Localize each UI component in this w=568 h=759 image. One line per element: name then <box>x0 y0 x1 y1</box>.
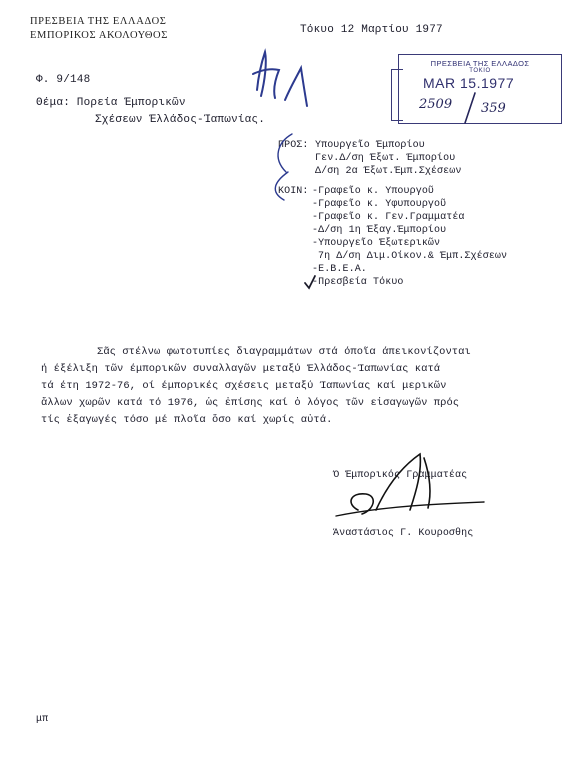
cc-recipient-5: -Υπουργεῖο Έξωτερικῶν <box>312 238 441 249</box>
cc-recipient-2: -Γραφεῖο κ. Υφυπουργοῦ <box>312 199 447 210</box>
stamp-date: MAR 15.1977 <box>423 75 515 91</box>
letterhead-embassy: ΠΡΕΣΒΕΙΑ ΤΗΣ ΕΛΛΑΔΟΣ <box>30 16 167 27</box>
letterhead-attache: ΕΜΠΟΡΙΚΟΣ ΑΚΟΛΟΥΘΟΣ <box>30 30 168 41</box>
reference-number: Φ. 9/148 <box>36 74 91 86</box>
cc-recipient-8: -Πρεσβεία Τόκυο <box>312 277 404 288</box>
to-recipient-3: Δ/ση 2α Έξωτ.Έμπ.Σχέσεων <box>315 166 462 177</box>
body-line-1: Σᾶς στέλνω φωτοτυπίες διαγραμμάτων στά όποῖα άπεικονίζονται <box>97 346 471 358</box>
signatory-name: Άναστάσιος Γ. Κουροσθης <box>333 528 474 539</box>
cc-recipient-4: -Δ/ση 1η Έξαγ.Έμπορίου <box>312 225 447 236</box>
handwritten-signature <box>316 448 486 528</box>
cc-recipient-3: -Γραφεῖο κ. Γεν.Γραμματέα <box>312 212 465 223</box>
stamp-title: ΠΡΕΣΒΕΙΑ ΤΗΣ ΕΛΛΑΔΟΣ <box>430 59 530 68</box>
receipt-stamp <box>398 54 562 124</box>
body-line-5: τίς ἐξαγωγές τόσο μέ πλοῖα ὅσο καί χωρίς αὐτά. <box>41 414 333 426</box>
to-label: ΠΡΟΣ: <box>278 140 309 151</box>
cc-label: ΚΟΙΝ: <box>278 186 309 197</box>
cc-recipient-6: 7η Δ/ση Διμ.Οίκον.& Έμπ.Σχέσεων <box>318 251 508 262</box>
stamp-bracket <box>391 69 403 121</box>
typist-initials: μπ <box>36 714 49 725</box>
body-line-4: ἄλλων χωρῶν κατά τό 1976, ὡς ἐπίσης καί ὁ λόγος τῶν εἰσαγωγῶν πρός <box>41 397 460 409</box>
body-line-3: τά έτη 1972-76, οί έμπορικές σχέσεις μεταξύ Ίαπωνίας καί μερικῶν <box>41 380 447 392</box>
subject-line-1: Θέμα: Πορεία Έμπορικῶν <box>36 97 186 109</box>
cc-recipient-7: -Ε.Β.Ε.Α. <box>312 264 367 275</box>
signatory-title: Ό Έμπορικός Γραμματέας <box>333 470 468 481</box>
stamp-slash-mark <box>459 91 479 125</box>
body-line-2: ή έξέλιξη τῶν έμπορικῶν συναλλαγῶν μεταξύ Έλλάδος-Ίαπωνίας κατά <box>41 363 441 375</box>
subject-line-2: Σχέσεων Έλλάδος-Ίαπωνίας. <box>95 114 266 126</box>
stamp-handwritten-protocol: 359 <box>481 101 506 116</box>
to-recipient-2: Γεν.Δ/ση Έξωτ. Έμπορίου <box>315 153 456 164</box>
to-recipient-1: Υπουργεῖο Έμπορίου <box>315 140 425 151</box>
check-mark <box>303 274 317 290</box>
handwritten-initials <box>245 40 325 110</box>
cc-recipient-1: -Γραφεῖο κ. Υπουργοῦ <box>312 186 435 197</box>
date-line: Τόκυο 12 Μαρτίου 1977 <box>300 24 443 36</box>
stamp-handwritten-number: 2509 <box>419 97 453 112</box>
stamp-subtitle: ΤΟΚΙΟ <box>469 68 491 74</box>
